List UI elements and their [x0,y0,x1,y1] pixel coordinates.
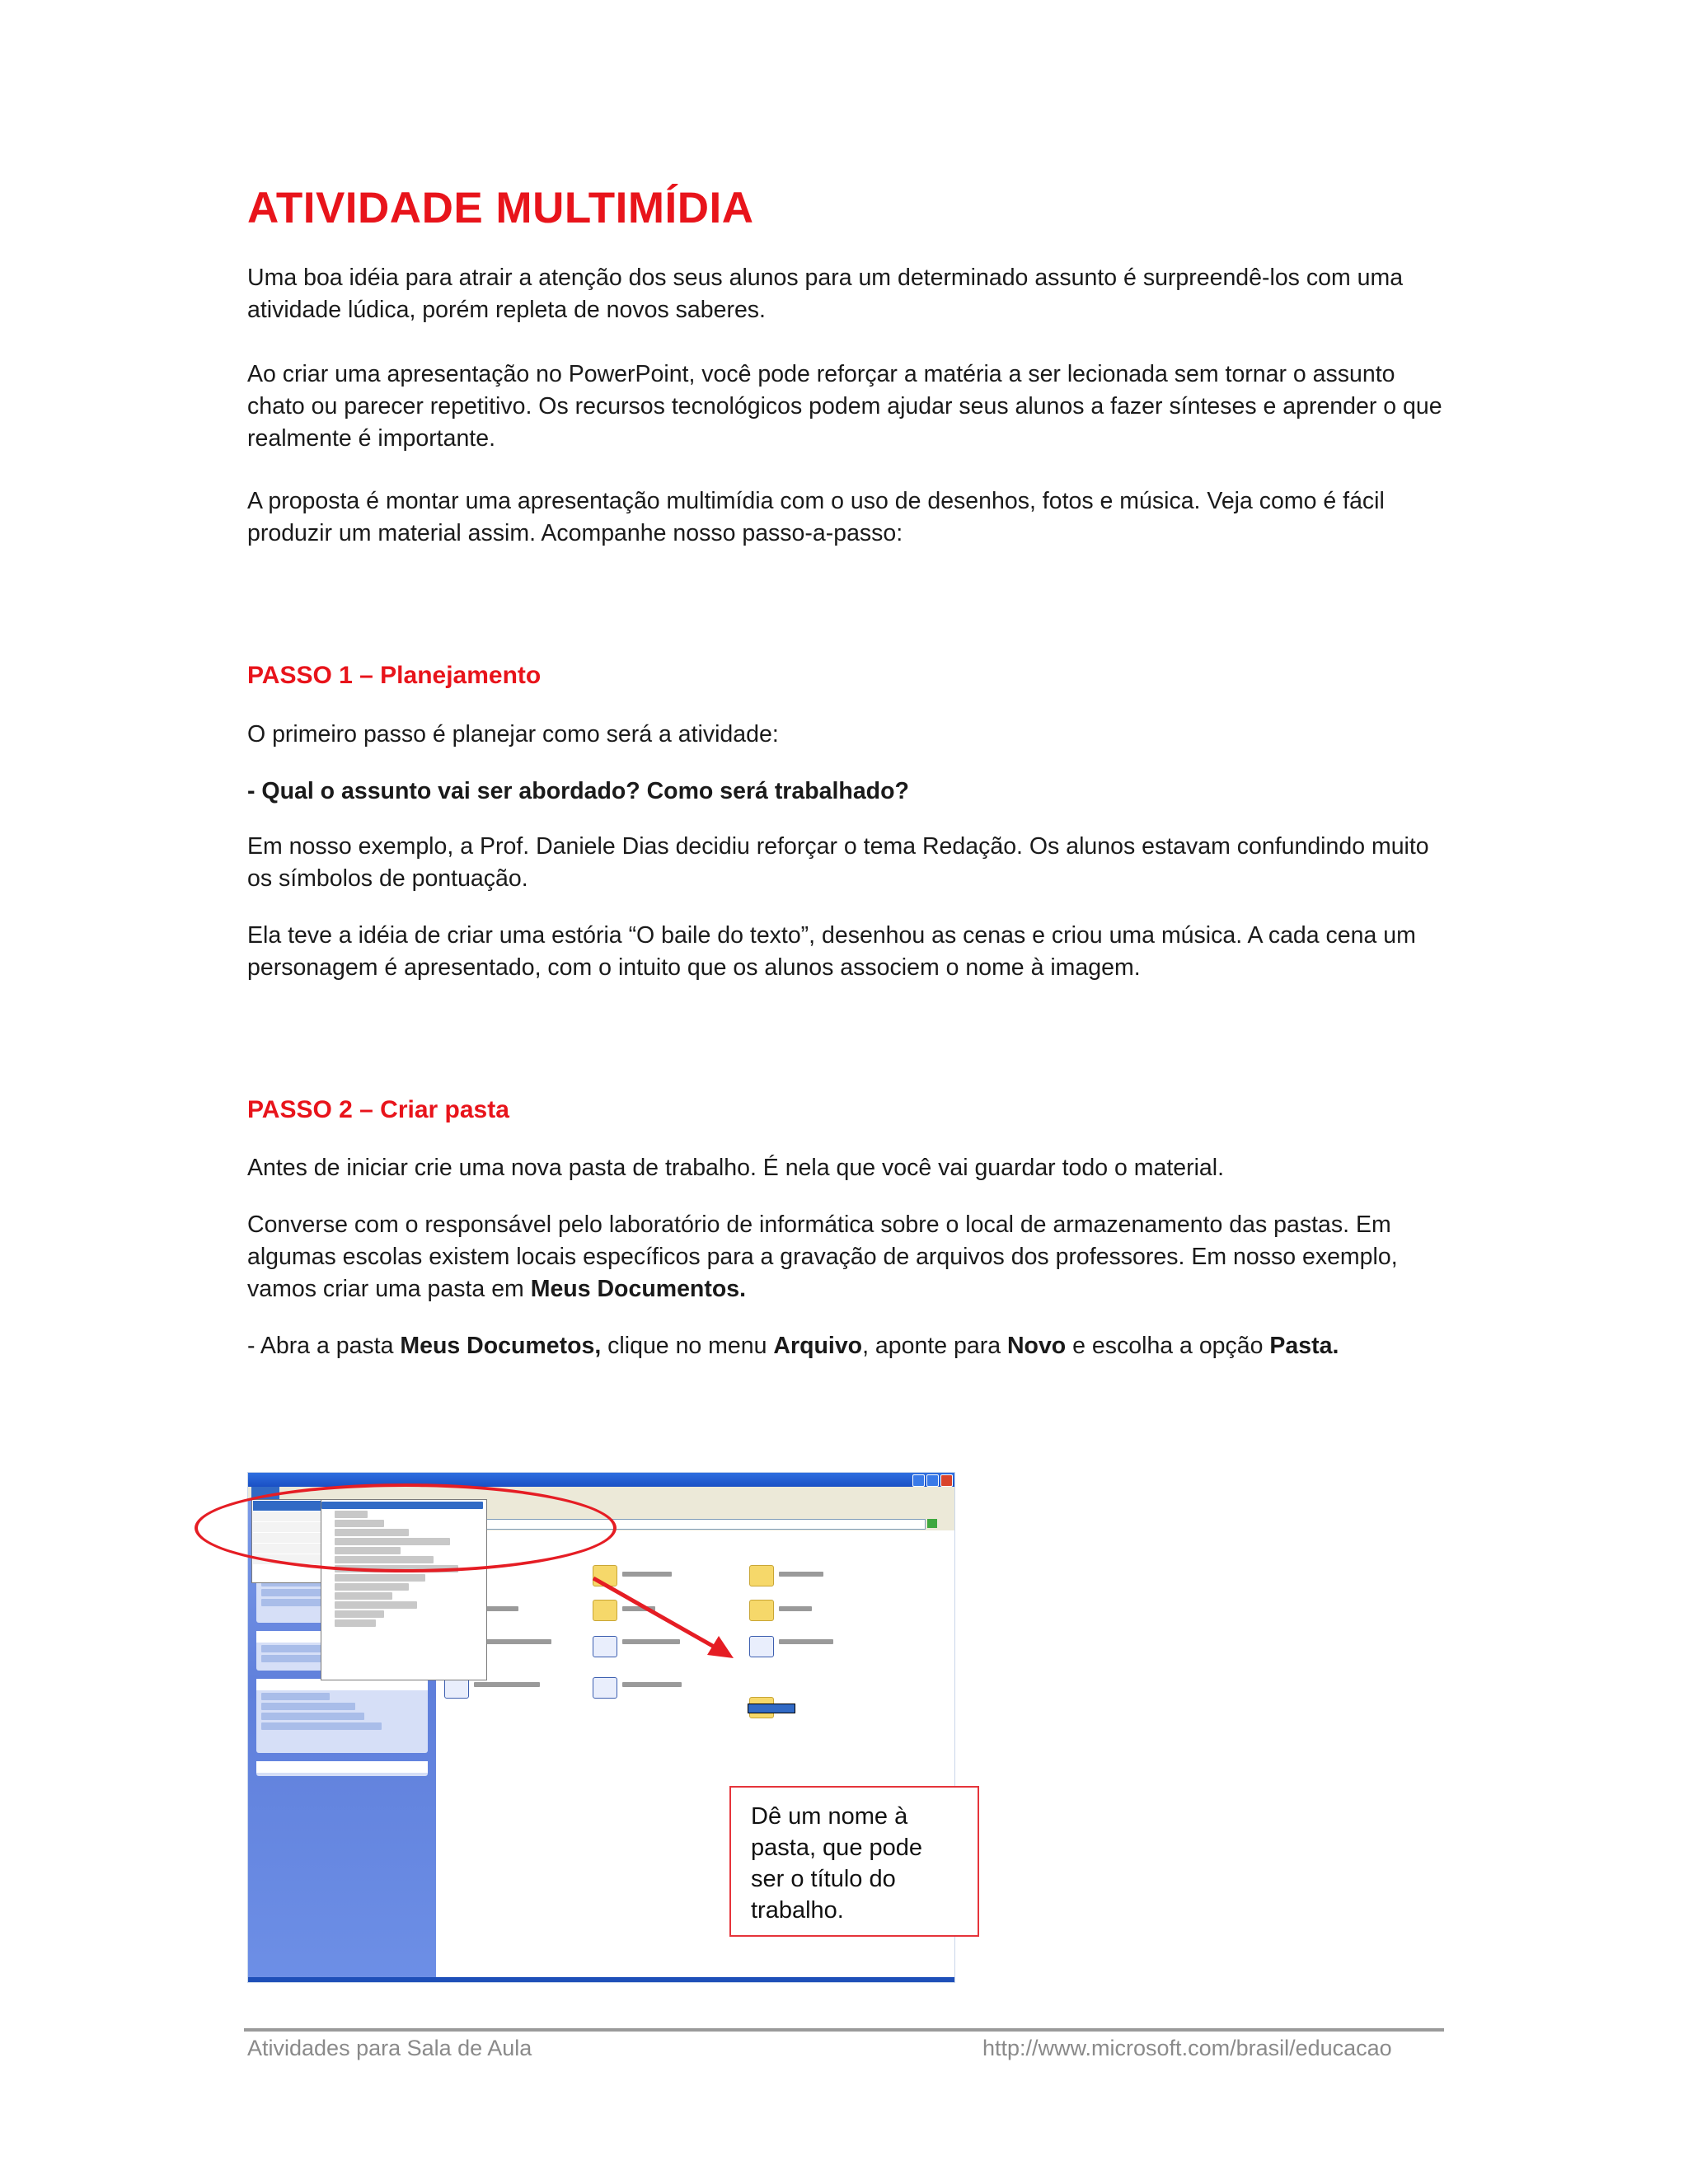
intro-paragraph-3: A proposta é montar uma apresentação multimídia com o uso de desenhos, fotos e música. Veja como é fácil produzir um material assim. Acompanhe nosso passo-a-passo: [247,488,1385,546]
page-title: ATIVIDADE MULTIMÍDIA [247,184,754,232]
step2-p3-d: Arquivo [773,1333,863,1359]
arrow-line [593,1578,721,1651]
step1-paragraph-2: Em nosso exemplo, a Prof. Daniele Dias decidiu reforçar o tema Redação. Os alunos estavam confundindo muito os símbolos de pontuação. [247,833,1429,892]
step2-p3-a: - Abra a pasta [247,1333,401,1359]
footer-url[interactable]: http://www.microsoft.com/brasil/educacao [982,2036,1392,2060]
step1-question: - Qual o assunto vai ser abordado? Como será trabalhado? [247,778,909,804]
intro-paragraph-2: Ao criar uma apresentação no PowerPoint, você pode reforçar a matéria a ser lecionada sem tornar o assunto chato ou parecer repetitivo. Os recursos tecnológicos podem ajudar seus alunos a fazer sínteses e aprender o que realmente é importante. [247,361,1442,452]
step2-paragraph-1: Antes de iniciar crie uma nova pasta de trabalho. É nela que você vai guardar todo o material. [247,1155,1225,1181]
step2-heading: PASSO 2 – Criar pasta [247,1096,509,1123]
step2-p3-b: Meus Documetos, [400,1333,602,1359]
footer-rule [244,2028,1444,2032]
step2-p3-h: Pasta. [1269,1333,1339,1359]
footer-left: Atividades para Sala de Aula [247,2036,532,2060]
step2-p3-f: Novo [1006,1333,1067,1359]
intro-paragraph-1: Uma boa idéia para atrair a atenção dos seus alunos para um determinado assunto é surpreendê-los com uma atividade lúdica, porém repleta de novos saberes. [247,265,1404,323]
callout-box: Dê um nome à pasta, que pode ser o título do trabalho. [729,1786,979,1937]
step1-heading: PASSO 1 – Planejamento [247,662,542,689]
step2-p3-c: clique no menu [601,1333,774,1359]
step2-paragraph-2-bold: Meus Documentos. [530,1276,746,1302]
step1-paragraph-1: O primeiro passo é planejar como será a atividade: [247,721,779,748]
step2-paragraph-2-text: Converse com o responsável pelo laboratório de informática sobre o local de armazenamento das pastas. Em algumas escolas existem locais específicos para a gravação de arquivos dos professores. Em nosso exemplo, vamos criar uma pasta em [247,1212,1398,1302]
step2-p3-g: e escolha a opção [1066,1333,1270,1359]
step1-paragraph-3: Ela teve a idéia de criar uma estória “O baile do texto”, desenhou as cenas e criou uma música. A cada cena um personagem é apresentado, com o intuito que os alunos associem o nome à imagem. [247,922,1416,981]
step2-p3-e: , aponte para [862,1333,1007,1359]
